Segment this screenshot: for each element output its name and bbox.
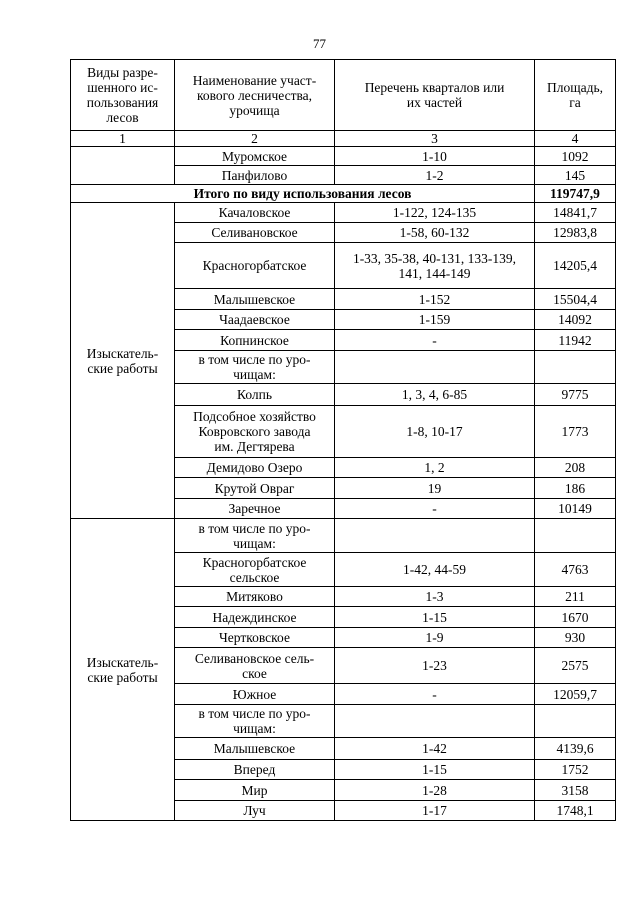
header-quarters: Перечень кварталов или их частей bbox=[335, 60, 535, 131]
forestry-name-cell: Качаловское bbox=[175, 203, 335, 223]
forestry-name-cell: Чертковское bbox=[175, 628, 335, 648]
area-cell: 145 bbox=[535, 166, 616, 185]
quarters-cell: 1, 3, 4, 6-85 bbox=[335, 384, 535, 406]
quarters-cell: 1, 2 bbox=[335, 458, 535, 478]
quarters-cell: 1-122, 124-135 bbox=[335, 203, 535, 223]
quarters-cell: 1-2 bbox=[335, 166, 535, 185]
use-type-cell bbox=[71, 147, 175, 185]
area-cell: 211 bbox=[535, 587, 616, 607]
quarters-cell: - bbox=[335, 330, 535, 351]
quarters-cell: 1-9 bbox=[335, 628, 535, 648]
quarters-cell bbox=[335, 705, 535, 738]
forestry-name-cell: Красногорбатское сельское bbox=[175, 553, 335, 587]
forestry-name-cell: Вперед bbox=[175, 760, 335, 780]
quarters-cell bbox=[335, 519, 535, 553]
quarters-cell: 1-58, 60-132 bbox=[335, 223, 535, 243]
quarters-cell: 1-3 bbox=[335, 587, 535, 607]
area-cell: 4139,6 bbox=[535, 738, 616, 760]
header-area: Площадь, га bbox=[535, 60, 616, 131]
area-cell: 3158 bbox=[535, 780, 616, 801]
table-row bbox=[71, 519, 616, 553]
use-type-cell: Изыскатель- ские работы bbox=[71, 519, 175, 821]
quarters-cell: 1-159 bbox=[335, 310, 535, 330]
column-number: 1 bbox=[71, 131, 175, 147]
page-number: 77 bbox=[313, 36, 326, 51]
area-cell: 11942 bbox=[535, 330, 616, 351]
quarters-cell: 1-15 bbox=[335, 607, 535, 628]
total-row bbox=[71, 185, 616, 203]
table-row bbox=[71, 147, 616, 166]
forestry-name-cell: в том числе по уро- чищам: bbox=[175, 519, 335, 553]
area-cell: 14092 bbox=[535, 310, 616, 330]
quarters-cell: 1-23 bbox=[335, 648, 535, 684]
quarters-cell: 1-33, 35-38, 40-131, 133-139, 141, 144-149 bbox=[335, 243, 535, 289]
area-cell bbox=[535, 705, 616, 738]
forestry-name-cell: Панфилово bbox=[175, 166, 335, 185]
area-cell: 208 bbox=[535, 458, 616, 478]
quarters-cell bbox=[335, 351, 535, 384]
total-label: Итого по виду использования лесов bbox=[71, 185, 535, 203]
quarters-cell: 1-28 bbox=[335, 780, 535, 801]
header-use-type: Виды разре- шенного ис- пользования лесов bbox=[71, 60, 175, 131]
forestry-name-cell: Селивановское bbox=[175, 223, 335, 243]
forestry-name-cell: Демидово Озеро bbox=[175, 458, 335, 478]
area-cell: 9775 bbox=[535, 384, 616, 406]
area-cell: 930 bbox=[535, 628, 616, 648]
area-cell: 14205,4 bbox=[535, 243, 616, 289]
forestry-name-cell: в том числе по уро- чищам: bbox=[175, 705, 335, 738]
area-cell bbox=[535, 351, 616, 384]
area-cell bbox=[535, 519, 616, 553]
quarters-cell: 1-42, 44-59 bbox=[335, 553, 535, 587]
forestry-name-cell: Колпь bbox=[175, 384, 335, 406]
forestry-name-cell: Красногорбатское bbox=[175, 243, 335, 289]
column-number: 2 bbox=[175, 131, 335, 147]
forestry-name-cell: Малышевское bbox=[175, 738, 335, 760]
table-header-row bbox=[71, 60, 616, 131]
forestry-name-cell: Копнинское bbox=[175, 330, 335, 351]
header-forestry-name: Наименование участ- кового лесничества, урочища bbox=[175, 60, 335, 131]
forestry-name-cell: Мир bbox=[175, 780, 335, 801]
area-cell: 1773 bbox=[535, 406, 616, 458]
quarters-cell: 1-17 bbox=[335, 801, 535, 821]
quarters-cell: 19 bbox=[335, 478, 535, 499]
forestry-name-cell: Селивановское сель- ское bbox=[175, 648, 335, 684]
area-cell: 4763 bbox=[535, 553, 616, 587]
forestry-name-cell: Заречное bbox=[175, 499, 335, 519]
forestry-name-cell: Митяково bbox=[175, 587, 335, 607]
forestry-name-cell: Подсобное хозяйство Ковровского завода им. Дегтярева bbox=[175, 406, 335, 458]
quarters-cell: 1-152 bbox=[335, 289, 535, 310]
forestry-name-cell: Малышевское bbox=[175, 289, 335, 310]
use-type-cell: Изыскатель- ские работы bbox=[71, 203, 175, 519]
forest-use-table bbox=[70, 59, 616, 821]
area-cell: 186 bbox=[535, 478, 616, 499]
forestry-name-cell: Муромское bbox=[175, 147, 335, 166]
area-cell: 1748,1 bbox=[535, 801, 616, 821]
quarters-cell: 1-42 bbox=[335, 738, 535, 760]
quarters-cell: - bbox=[335, 684, 535, 705]
area-cell: 1670 bbox=[535, 607, 616, 628]
quarters-cell: 1-15 bbox=[335, 760, 535, 780]
column-number: 3 bbox=[335, 131, 535, 147]
area-cell: 15504,4 bbox=[535, 289, 616, 310]
area-cell: 1092 bbox=[535, 147, 616, 166]
area-cell: 2575 bbox=[535, 648, 616, 684]
forestry-name-cell: Луч bbox=[175, 801, 335, 821]
column-numbers-row bbox=[71, 131, 616, 147]
column-number: 4 bbox=[535, 131, 616, 147]
forestry-name-cell: в том числе по уро- чищам: bbox=[175, 351, 335, 384]
quarters-cell: - bbox=[335, 499, 535, 519]
total-area: 119747,9 bbox=[535, 185, 616, 203]
forestry-name-cell: Южное bbox=[175, 684, 335, 705]
forestry-name-cell: Надеждинское bbox=[175, 607, 335, 628]
area-cell: 14841,7 bbox=[535, 203, 616, 223]
area-cell: 12983,8 bbox=[535, 223, 616, 243]
area-cell: 10149 bbox=[535, 499, 616, 519]
table-row bbox=[71, 203, 616, 223]
area-cell: 12059,7 bbox=[535, 684, 616, 705]
area-cell: 1752 bbox=[535, 760, 616, 780]
quarters-cell: 1-8, 10-17 bbox=[335, 406, 535, 458]
forestry-name-cell: Чаадаевское bbox=[175, 310, 335, 330]
forestry-name-cell: Крутой Овраг bbox=[175, 478, 335, 499]
quarters-cell: 1-10 bbox=[335, 147, 535, 166]
